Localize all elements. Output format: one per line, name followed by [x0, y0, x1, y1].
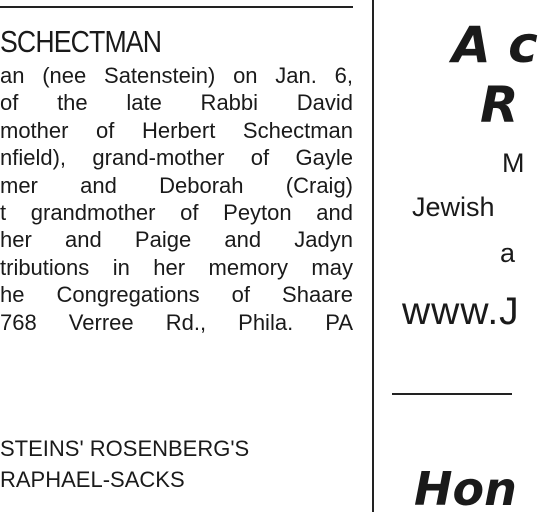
ad-headline-second: R: [480, 76, 519, 134]
column-divider: [372, 0, 374, 512]
ad-divider: [392, 393, 512, 395]
obituary-name: SCHECTMAN: [0, 24, 162, 59]
obituary-body: [0, 62, 353, 336]
obituary-line: 768 Verree Rd., Phila. PA: [0, 309, 353, 335]
obituary-line: tributions in her memory may: [0, 254, 353, 280]
obituary-line: her and Paige and Jadyn: [0, 227, 353, 253]
ad-text: Jewish: [412, 192, 495, 222]
top-rule: [0, 6, 353, 8]
obituary-line: mother of Herbert Schectman: [0, 117, 353, 143]
obituary-line: nfield), grand-mother of Gayle: [0, 145, 353, 171]
obituary-line: mer and Deborah (Craig): [0, 172, 353, 198]
funeral-home-line: STEINS' ROSENBERG'S: [0, 436, 250, 461]
obituary-line: he Congregations of Shaare: [0, 282, 353, 308]
ad-url: www.J: [402, 290, 520, 333]
funeral-home: [0, 433, 353, 495]
funeral-home-line: RAPHAEL-SACKS: [0, 467, 185, 492]
ad-text: a: [500, 238, 516, 268]
ad-headline-bottom: Hon: [414, 462, 517, 516]
obituary-line: t grandmother of Peyton and: [0, 199, 353, 225]
obituary-line: of the late Rabbi David: [0, 90, 353, 116]
ad-headline: A c: [452, 16, 538, 74]
obituary-line: an (nee Satenstein) on Jan. 6,: [0, 63, 353, 88]
ad-text: M: [502, 148, 525, 178]
